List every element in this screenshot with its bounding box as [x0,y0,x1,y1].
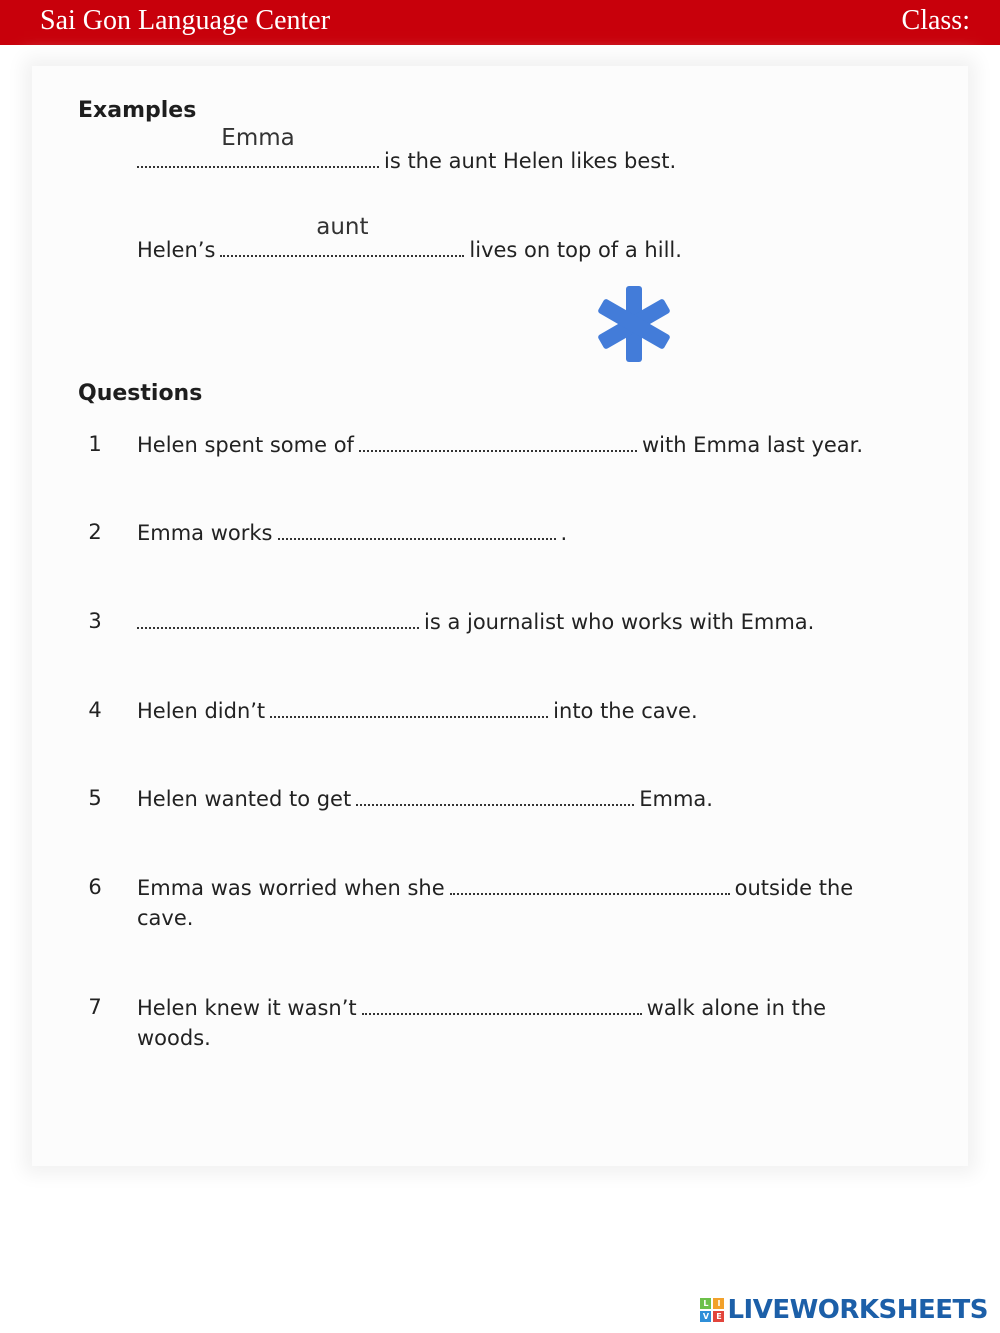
question-6-before: Emma was worried when she [137,876,445,900]
class-label: Class: [901,5,970,36]
example-1-after: is the aunt Helen likes best. [384,149,677,173]
example-2-answer: aunt [316,214,369,240]
question-3-blank[interactable] [137,609,419,629]
question-3-after: is a journalist who works with Emma. [424,610,815,634]
example-2-after: lives on top of a hill. [469,238,682,262]
question-7 [88,995,827,1050]
question-6-after: outside the [734,876,854,900]
question-7-wrap: woods. [137,1026,211,1050]
logo-text: LIVEWORKSHEETS [727,1295,988,1325]
question-number: 6 [88,875,102,899]
question-4-blank[interactable] [270,698,548,718]
question-1-blank[interactable] [359,432,637,452]
question-2 [88,520,568,545]
question-number: 1 [88,432,102,456]
question-6-wrap: cave. [137,906,194,930]
asterisk-icon[interactable] [592,282,676,366]
liveworksheets-logo [700,1295,988,1325]
question-number: 5 [88,786,102,810]
question-4-after: into the cave. [553,699,698,723]
question-4-before: Helen didn’t [137,699,266,723]
logo-grid-icon: L I V E [700,1298,724,1322]
question-5-blank[interactable] [356,786,634,806]
question-5 [88,786,713,811]
question-4 [88,698,698,723]
example-2-blank [220,214,464,257]
question-6-blank[interactable] [450,875,730,895]
question-7-blank[interactable] [362,995,642,1015]
question-2-after: . [560,521,568,545]
question-5-after: Emma. [639,787,713,811]
example-2 [137,214,682,262]
example-1-blank [137,125,379,168]
question-3 [88,609,815,634]
question-number: 2 [88,520,102,544]
question-6 [88,875,854,930]
question-number: 7 [88,995,102,1019]
worksheet [32,66,968,1166]
example-2-before: Helen’s [137,238,216,262]
center-name: Sai Gon Language Center [40,5,331,36]
question-number: 3 [88,609,102,633]
question-number: 4 [88,698,102,722]
examples-heading: Examples [78,98,197,123]
question-1-after: with Emma last year. [641,433,864,457]
question-7-before: Helen knew it wasn’t [137,996,357,1020]
header-bar [0,0,1000,45]
question-1 [88,432,864,457]
question-2-blank[interactable] [278,520,556,540]
questions-heading: Questions [78,381,203,406]
question-2-before: Emma works [137,521,273,545]
example-1-answer: Emma [221,125,295,151]
example-1 [137,125,677,173]
question-1-before: Helen spent some of [137,433,354,457]
question-7-after: walk alone in the [646,996,827,1020]
question-5-before: Helen wanted to get [137,787,352,811]
